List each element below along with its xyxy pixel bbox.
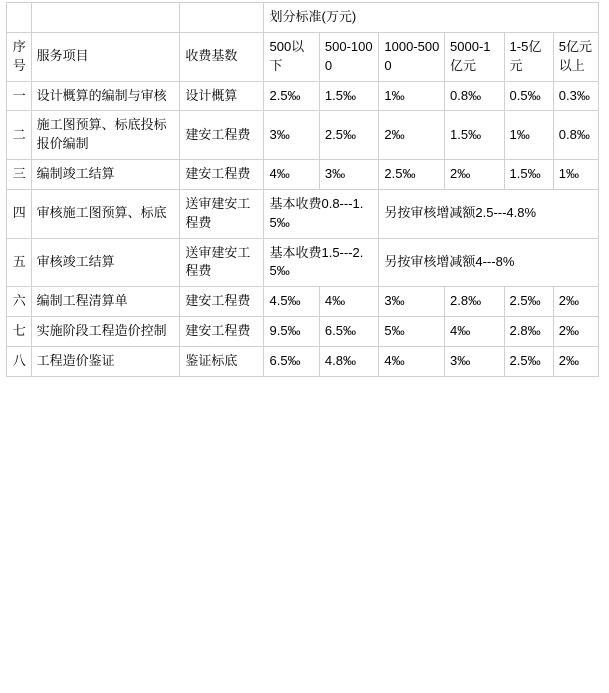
- row-value: 2‰: [445, 160, 505, 190]
- table-row: [7, 317, 599, 347]
- row-value: 1.5‰: [445, 111, 505, 160]
- row-value: 2‰: [553, 346, 598, 376]
- row-value: 2‰: [379, 111, 445, 160]
- row-value: 1‰: [379, 81, 445, 111]
- row-value: 4.5‰: [264, 287, 319, 317]
- row-base: 鉴证标底: [180, 346, 264, 376]
- table-row: [7, 238, 599, 287]
- row-value: 0.5‰: [504, 81, 553, 111]
- header-bracket-3: 1000-5000: [379, 32, 445, 81]
- row-value: 2.5‰: [264, 81, 319, 111]
- row-value: 0.3‰: [553, 81, 598, 111]
- row-value: 3‰: [379, 287, 445, 317]
- row-index: 三: [7, 160, 32, 190]
- row-index: 二: [7, 111, 32, 160]
- row-base: 建安工程费: [180, 287, 264, 317]
- row-index: 一: [7, 81, 32, 111]
- row-value: 0.8‰: [553, 111, 598, 160]
- row-base: 建安工程费: [180, 160, 264, 190]
- row-base: 送审建安工程费: [180, 189, 264, 238]
- row-base: 设计概算: [180, 81, 264, 111]
- row-value: 4‰: [445, 317, 505, 347]
- row-value: 2.8‰: [445, 287, 505, 317]
- header-bracket-1: 500以下: [264, 32, 319, 81]
- row-index: 八: [7, 346, 32, 376]
- header-blank-item: [31, 3, 180, 33]
- row-value: 2.8‰: [504, 317, 553, 347]
- row-value: 2‰: [553, 317, 598, 347]
- table-row: [7, 287, 599, 317]
- table-header-row: [7, 32, 599, 81]
- row-value: 6.5‰: [264, 346, 319, 376]
- row-item: 编制竣工结算: [31, 160, 180, 190]
- row-value: 4‰: [264, 160, 319, 190]
- row-merged-right: 另按审核增减额4---8%: [379, 238, 599, 287]
- table-row: [7, 111, 599, 160]
- table-row: [7, 189, 599, 238]
- row-merged-right: 另按审核增减额2.5---4.8%: [379, 189, 599, 238]
- header-bracket-2: 500-1000: [319, 32, 379, 81]
- table-header-group-row: [7, 3, 599, 33]
- header-bracket-6: 5亿元以上: [553, 32, 598, 81]
- row-value: 4‰: [319, 287, 379, 317]
- header-col-base: 收费基数: [180, 32, 264, 81]
- row-item: 设计概算的编制与审核: [31, 81, 180, 111]
- row-index: 六: [7, 287, 32, 317]
- table-row: [7, 160, 599, 190]
- table-row: [7, 346, 599, 376]
- row-value: 1‰: [553, 160, 598, 190]
- row-item: 施工图预算、标底投标报价编制: [31, 111, 180, 160]
- row-value: 5‰: [379, 317, 445, 347]
- fee-standard-table: [6, 2, 599, 377]
- header-group-label: 划分标准(万元): [264, 3, 599, 33]
- row-value: 2‰: [553, 287, 598, 317]
- row-value: 9.5‰: [264, 317, 319, 347]
- row-value: 0.8‰: [445, 81, 505, 111]
- row-index: 五: [7, 238, 32, 287]
- row-item: 实施阶段工程造价控制: [31, 317, 180, 347]
- row-merged-left: 基本收费1.5---2.5‰: [264, 238, 379, 287]
- row-value: 3‰: [319, 160, 379, 190]
- row-merged-left: 基本收费0.8---1.5‰: [264, 189, 379, 238]
- row-index: 四: [7, 189, 32, 238]
- row-value: 3‰: [264, 111, 319, 160]
- row-item: 审核竣工结算: [31, 238, 180, 287]
- row-index: 七: [7, 317, 32, 347]
- header-col-item: 服务项目: [31, 32, 180, 81]
- row-value: 1‰: [504, 111, 553, 160]
- row-value: 4‰: [379, 346, 445, 376]
- header-bracket-5: 1-5亿元: [504, 32, 553, 81]
- row-base: 建安工程费: [180, 111, 264, 160]
- table-row: [7, 81, 599, 111]
- row-value: 2.5‰: [319, 111, 379, 160]
- row-item: 工程造价鉴证: [31, 346, 180, 376]
- row-value: 1.5‰: [504, 160, 553, 190]
- row-value: 3‰: [445, 346, 505, 376]
- row-value: 6.5‰: [319, 317, 379, 347]
- header-col-index: 序号: [7, 32, 32, 81]
- row-base: 送审建安工程费: [180, 238, 264, 287]
- row-value: 1.5‰: [319, 81, 379, 111]
- header-blank-base: [180, 3, 264, 33]
- row-value: 2.5‰: [504, 346, 553, 376]
- row-base: 建安工程费: [180, 317, 264, 347]
- header-bracket-4: 5000-1亿元: [445, 32, 505, 81]
- header-blank-index: [7, 3, 32, 33]
- row-item: 编制工程清算单: [31, 287, 180, 317]
- row-value: 4.8‰: [319, 346, 379, 376]
- row-value: 2.5‰: [504, 287, 553, 317]
- row-item: 审核施工图预算、标底: [31, 189, 180, 238]
- row-value: 2.5‰: [379, 160, 445, 190]
